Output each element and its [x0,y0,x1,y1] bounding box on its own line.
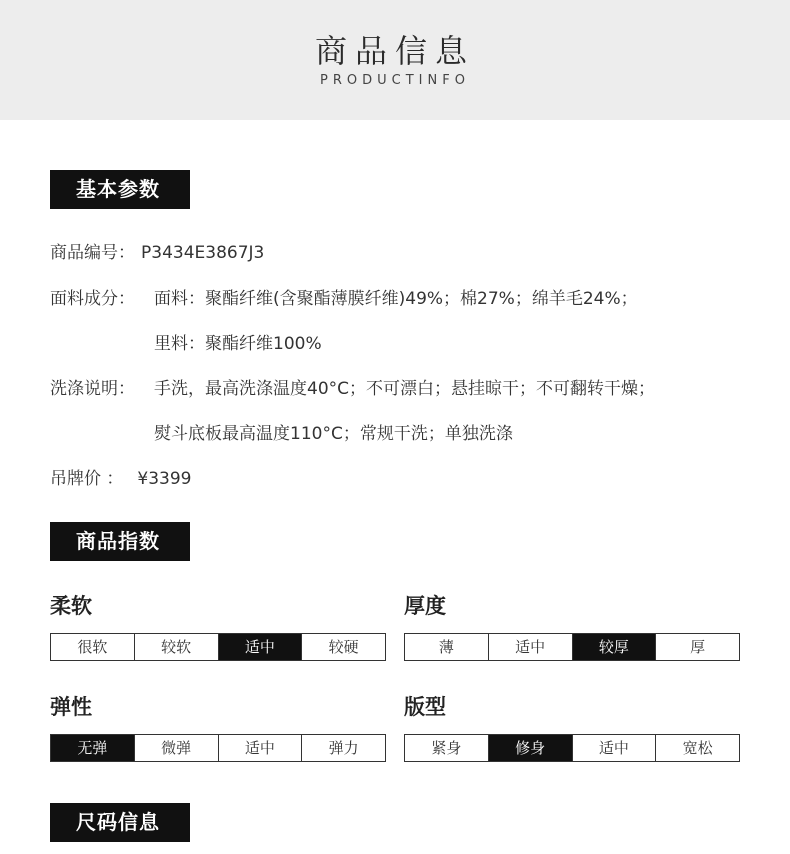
elasticity-option[interactable]: 适中 [218,735,302,761]
softness-option[interactable]: 较软 [134,634,218,660]
thickness-option[interactable]: 厚 [655,634,739,660]
wash-label: 洗涤说明： [50,379,135,399]
material-label: 面料成分： [50,289,135,309]
softness-option[interactable]: 适中 [218,634,302,660]
wash-row [50,374,135,399]
wash-line-2: 熨斗底板最高温度110°C；常规干洗；单独洗涤 [154,424,513,444]
elasticity-option[interactable]: 弹力 [301,735,385,761]
metric-title-elasticity: 弹性 [50,695,92,719]
elasticity-option[interactable]: 无弹 [51,735,134,761]
header-title: 商品信息 [314,32,475,70]
wash-line-1: 手洗，最高洗涤温度40°C；不可漂白；悬挂晾干；不可翻转干燥； [154,379,656,399]
thickness-option[interactable]: 较厚 [572,634,656,660]
material-row [50,284,135,309]
softness-option[interactable]: 很软 [77,638,108,656]
product-info-header [0,0,790,120]
fit-option[interactable]: 紧身 [431,739,462,757]
thickness-option[interactable]: 适中 [488,634,572,660]
section-label-size: 尺码信息 [50,803,190,842]
metric-title-fit: 版型 [404,695,446,719]
elasticity-option[interactable]: 微弹 [134,735,218,761]
metric-title-thickness: 厚度 [404,594,446,618]
fit-option[interactable]: 宽松 [655,735,739,761]
section-label-index: 商品指数 [50,522,190,561]
material-line-2: 里料：聚酯纤维100% [154,334,322,354]
fit-option[interactable]: 适中 [572,735,656,761]
product-code-label: 商品编号： [50,243,135,263]
thickness-scale [404,633,740,661]
thickness-option[interactable]: 薄 [438,638,454,656]
softness-scale [50,633,386,661]
material-line-1: 面料：聚酯纤维(含聚酯薄膜纤维)49%；棉27%；绵羊毛24%； [154,289,638,309]
product-code-row [50,238,264,263]
header-subtitle: PRODUCTINFO [320,73,470,88]
fit-scale [404,734,740,762]
price-row [50,464,192,489]
metric-title-softness: 柔软 [50,594,92,618]
softness-option[interactable]: 较硬 [301,634,385,660]
price-label: 吊牌价 ： [50,469,124,489]
section-label-basic: 基本参数 [50,170,190,209]
elasticity-scale [50,734,386,762]
product-code-value: P3434E3867J3 [141,243,265,263]
price-value: ¥3399 [137,469,192,489]
fit-option[interactable]: 修身 [488,735,572,761]
